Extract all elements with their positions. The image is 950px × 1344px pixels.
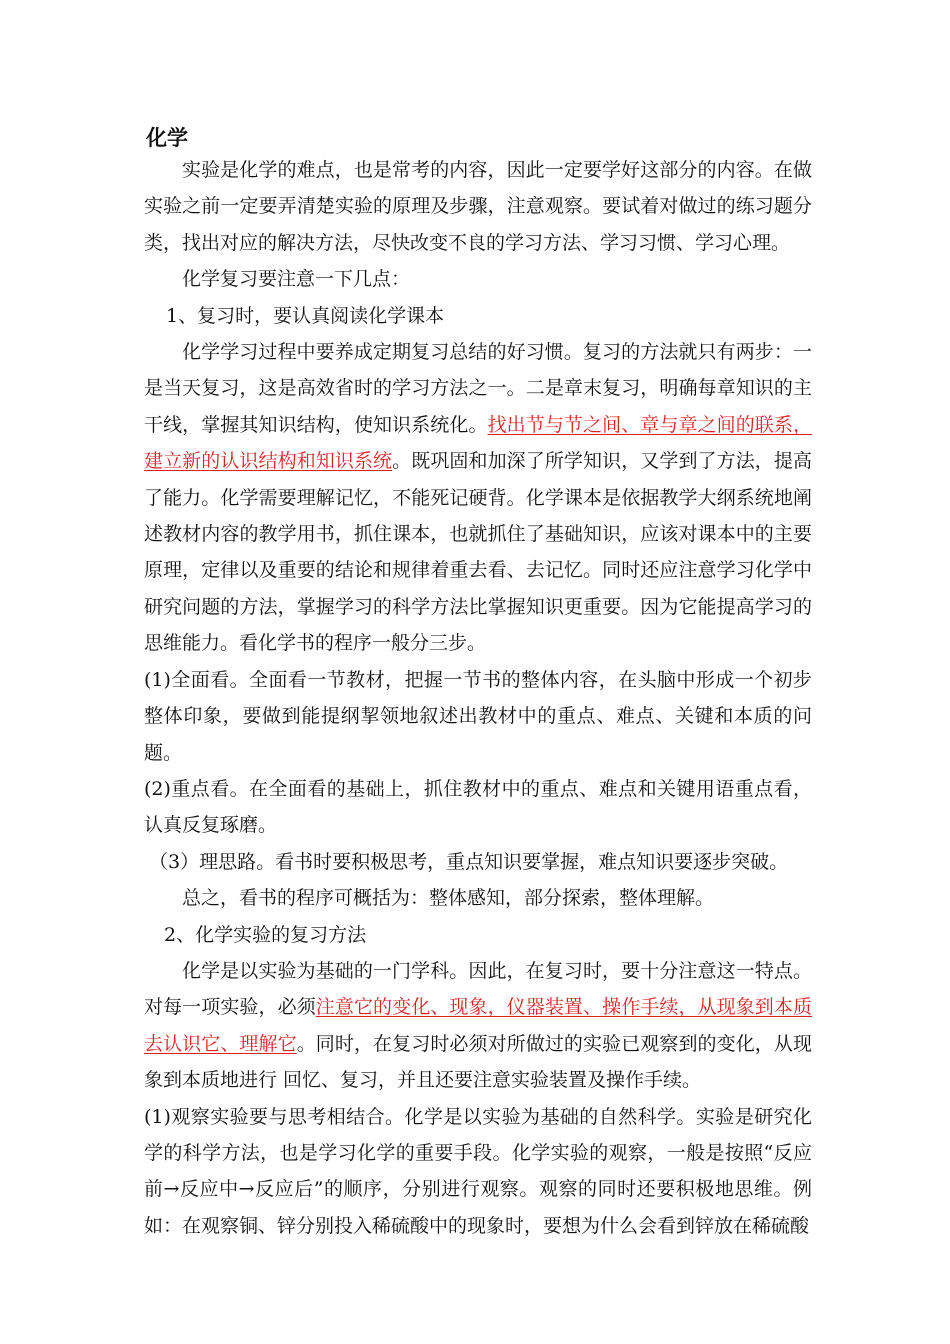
- document-title: 化学: [146, 126, 188, 150]
- observation-paragraph: (1)观察实验要与思考相结合。化学是以实验为基础的自然科学。实验是研究化学的科学方法，也是学习化学的重要手段。化学实验的观察，一般是按照“反应前→反应中→反应后”的顺序，分别进行观察。观察的同时还要积极地思维。例如：在观察铜、锌分别投入稀硫酸中的现象时，要想为什么会看到锌放在稀硫酸: [144, 1105, 812, 1237]
- summary-paragraph: 总之，看书的程序可概括为：整体感知，部分探索，整体理解。: [182, 887, 715, 910]
- intro-paragraph: 实验是化学的难点，也是常考的内容，因此一定要学好这部分的内容。在做实验之前一定要弄清楚实验的原理及步骤，注意观察。要试着对做过的练习题分类，找出对应的解决方法，尽快改变不良的学习方法、学习习惯、学习心理。: [144, 159, 812, 254]
- experiment-paragraph-text-b: 。同时，在复习时必须对所做过的实验已观察到的变化，从现象到本质地进行 回忆、复习，并且还要注意实验装置及操作手续。: [144, 1032, 812, 1092]
- highlighted-text-2: 注意它的变化、现象，仪器装置、操作手续，从现象到本质去认识它、理解它: [144, 996, 812, 1055]
- section-heading-2: 2、化学实验的复习方法: [164, 923, 367, 946]
- experiment-paragraph: [144, 953, 812, 1099]
- step-3-paragraph: （3）理思路。看书时要积极思考，重点知识要掌握，难点知识要逐步突破。: [149, 850, 789, 873]
- section-heading-1: 1、复习时，要认真阅读化学课本: [166, 304, 445, 327]
- experiment-paragraph-text-a: 化学是以实验为基础的一门学科。因此，在复习时，要十分注意这一特点。对每一项实验，必须: [144, 959, 812, 1019]
- step-2-paragraph: (2)重点看。在全面看的基础上，抓住教材中的重点、难点和关键用语重点看，认真反复琢磨。: [144, 777, 812, 837]
- step-1-paragraph: (1)全面看。全面看一节教材，把握一节书的整体内容，在头脑中形成一个初步整体印象，要做到能提纲挈领地叙述出教材中的重点、难点、关键和本质的问题。: [144, 668, 812, 764]
- review-paragraph-text-a: 化学学习过程中要养成定期复习总结的好习惯。复习的方法就只有两步：一是当天复习，这是高效省时的学习方法之一。二是章末复习，明确每章知识的主干线，掌握其知识结构，使知识系统化。: [144, 341, 812, 436]
- highlighted-text-1: 找出节与节之间、章与章之间的联系，建立新的认识结构和知识系统: [144, 413, 812, 473]
- document-body: [144, 152, 812, 1244]
- review-points-intro: 化学复习要注意一下几点：: [182, 268, 411, 291]
- review-paragraph: [144, 334, 812, 662]
- review-paragraph-text-b: 。既巩固和加深了所学知识，又学到了方法，提高了能力。化学需要理解记忆，不能死记硬背。化学课本是依据教学大纲系统地阐述教材内容的教学用书，抓住课本，也就抓住了基础知识，应该对课本中的主要原理，定律以及重要的结论和规律着重去看、去记忆。同时还应注意学习化学中研究问题的方法，掌握学习的科学方法比掌握知识更重要。因为它能提高学习的思维能力。看化学书的程序一般分三步。: [144, 450, 812, 655]
